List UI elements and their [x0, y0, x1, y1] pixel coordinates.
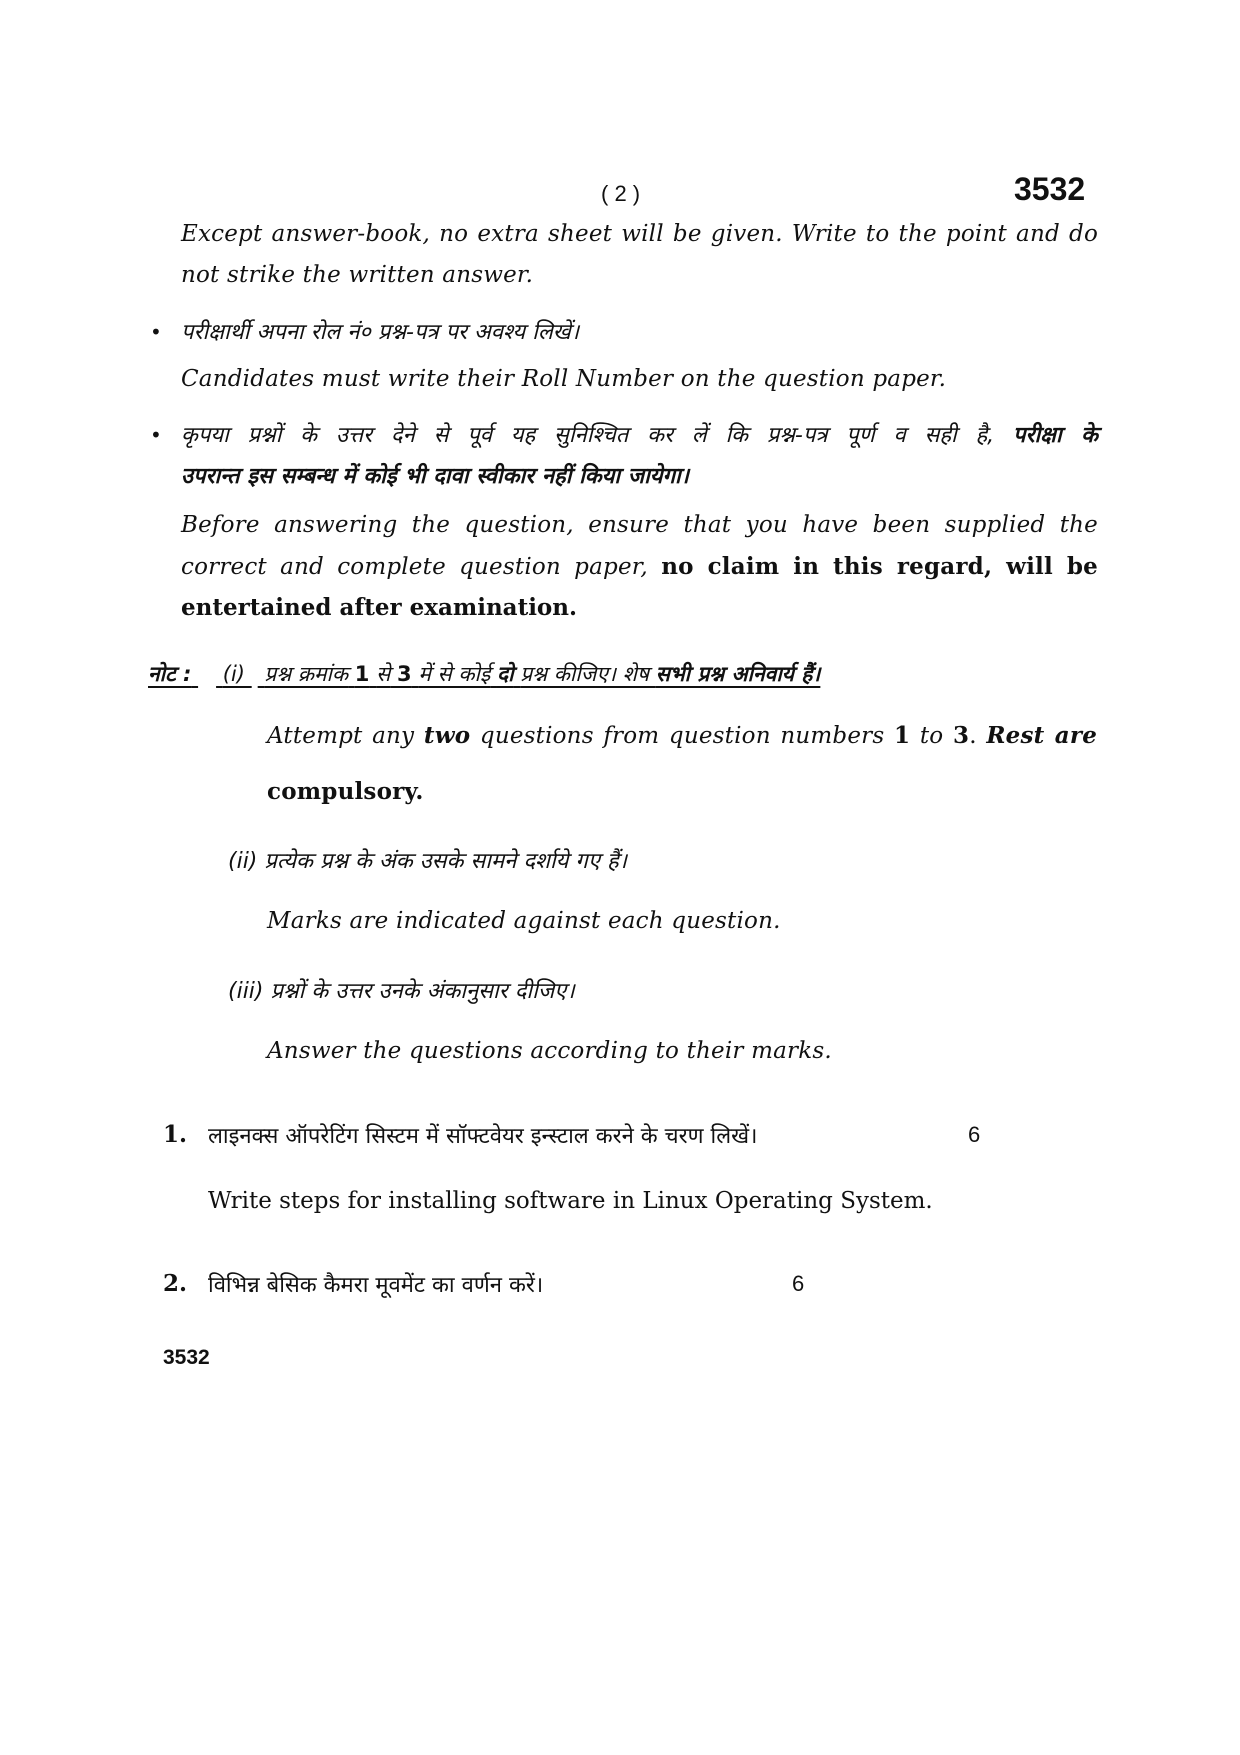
page-number: ( 2 ) — [601, 181, 641, 206]
paper-code: 3532 — [1014, 171, 1086, 207]
question-2-number: 2. — [163, 1270, 188, 1297]
extra-sheet-instruction-line-1: Except answer-book, no extra sheet will be given. Write to the point and do — [181, 221, 1098, 247]
roll-number-instruction-english: Candidates must write their Roll Number on the question paper. — [181, 366, 947, 392]
note-i-en-text-2: questions from question numbers — [479, 723, 885, 749]
ensure-instruction-hindi-line-1 — [181, 419, 1098, 449]
note-i-english-line-1 — [267, 722, 1097, 749]
question-1-english: Write steps for installing software in Linux Operating System. — [208, 1188, 933, 1214]
note-i-hindi-text: प्रश्न क्रमांक — [264, 662, 349, 686]
bullet-icon: • — [150, 423, 162, 447]
note-i-en-dot: . — [969, 723, 977, 749]
ensure-instruction-english-line-2 — [181, 553, 1098, 580]
note-iii-hindi — [228, 975, 575, 1005]
ensure-english-text: correct and complete question paper, — [181, 554, 648, 580]
question-1-marks: 6 — [968, 1122, 981, 1147]
note-i-marker: (i) — [222, 662, 245, 686]
note-i-en-rest: Rest are — [986, 722, 1098, 749]
note-i-hindi-shesh: प्रश्न कीजिए। शेष — [520, 662, 649, 686]
ensure-instruction-english-line-1: Before answering the question, ensure that you have been supplied the — [181, 512, 1098, 538]
note-i-hindi-compulsory: सभी प्रश्न अनिवार्य हैं। — [655, 662, 821, 686]
note-i-hindi-num1: 1 — [354, 662, 370, 686]
note-ii-hindi-text: प्रत्येक प्रश्न के अंक उसके सामने दर्शाये गए हैं। — [264, 849, 627, 874]
extra-sheet-instruction-line-2: not strike the written answer. — [181, 262, 534, 288]
footer-paper-code: 3532 — [163, 1346, 210, 1369]
question-1-hindi: लाइनक्स ऑपरेटिंग सिस्टम में सॉफ्टवेयर इन्स्टाल करने के चरण लिखें। — [208, 1124, 758, 1149]
ensure-hindi-bold-text: परीक्षा के — [1012, 423, 1098, 448]
note-ii-marker: (ii) — [228, 849, 258, 874]
note-ii-english: Marks are indicated against each question. — [267, 908, 781, 934]
note-iii-marker: (iii) — [228, 979, 264, 1004]
bullet-icon: • — [150, 320, 162, 344]
ensure-english-bold-text: no claim in this regard, will be — [661, 553, 1098, 580]
question-2-marks: 6 — [792, 1271, 805, 1296]
note-i-hindi-se: से — [376, 662, 391, 686]
note-i-en-text: Attempt any — [267, 723, 415, 749]
ensure-instruction-hindi-line-2: उपरान्त इस सम्बन्ध में कोई भी दावा स्वीकार नहीं किया जायेगा। — [181, 464, 689, 489]
note-i-hindi-do: दो — [496, 662, 514, 686]
note-line-hindi — [148, 660, 820, 688]
roll-number-instruction-hindi: परीक्षार्थी अपना रोल नं० प्रश्न-पत्र पर अवश्य लिखें। — [181, 320, 580, 345]
note-i-en-num3: 3 — [952, 722, 970, 749]
note-i-en-to: to — [919, 723, 944, 749]
question-1-number: 1. — [163, 1121, 188, 1148]
note-i-hindi-num3: 3 — [397, 662, 412, 686]
note-iii-english: Answer the questions according to their marks. — [267, 1038, 832, 1064]
ensure-hindi-text: कृपया प्रश्नों के उत्तर देने से पूर्व यह सुनिश्चित कर लें कि प्रश्न-पत्र पूर्ण व सही है, — [181, 423, 995, 448]
ensure-instruction-english-line-3: entertained after examination. — [181, 594, 577, 621]
question-2-hindi: विभिन्न बेसिक कैमरा मूवमेंट का वर्णन करें। — [208, 1273, 544, 1298]
note-ii-hindi — [228, 845, 627, 875]
note-iii-hindi-text: प्रश्नों के उत्तर उनके अंकानुसार दीजिए। — [270, 979, 575, 1004]
note-i-en-two: two — [423, 722, 471, 749]
note-i-hindi-mein: में से कोई — [418, 662, 491, 686]
note-i-english-line-2: compulsory. — [267, 778, 424, 805]
note-label: नोट : — [148, 662, 192, 686]
note-i-en-num1: 1 — [893, 722, 911, 749]
